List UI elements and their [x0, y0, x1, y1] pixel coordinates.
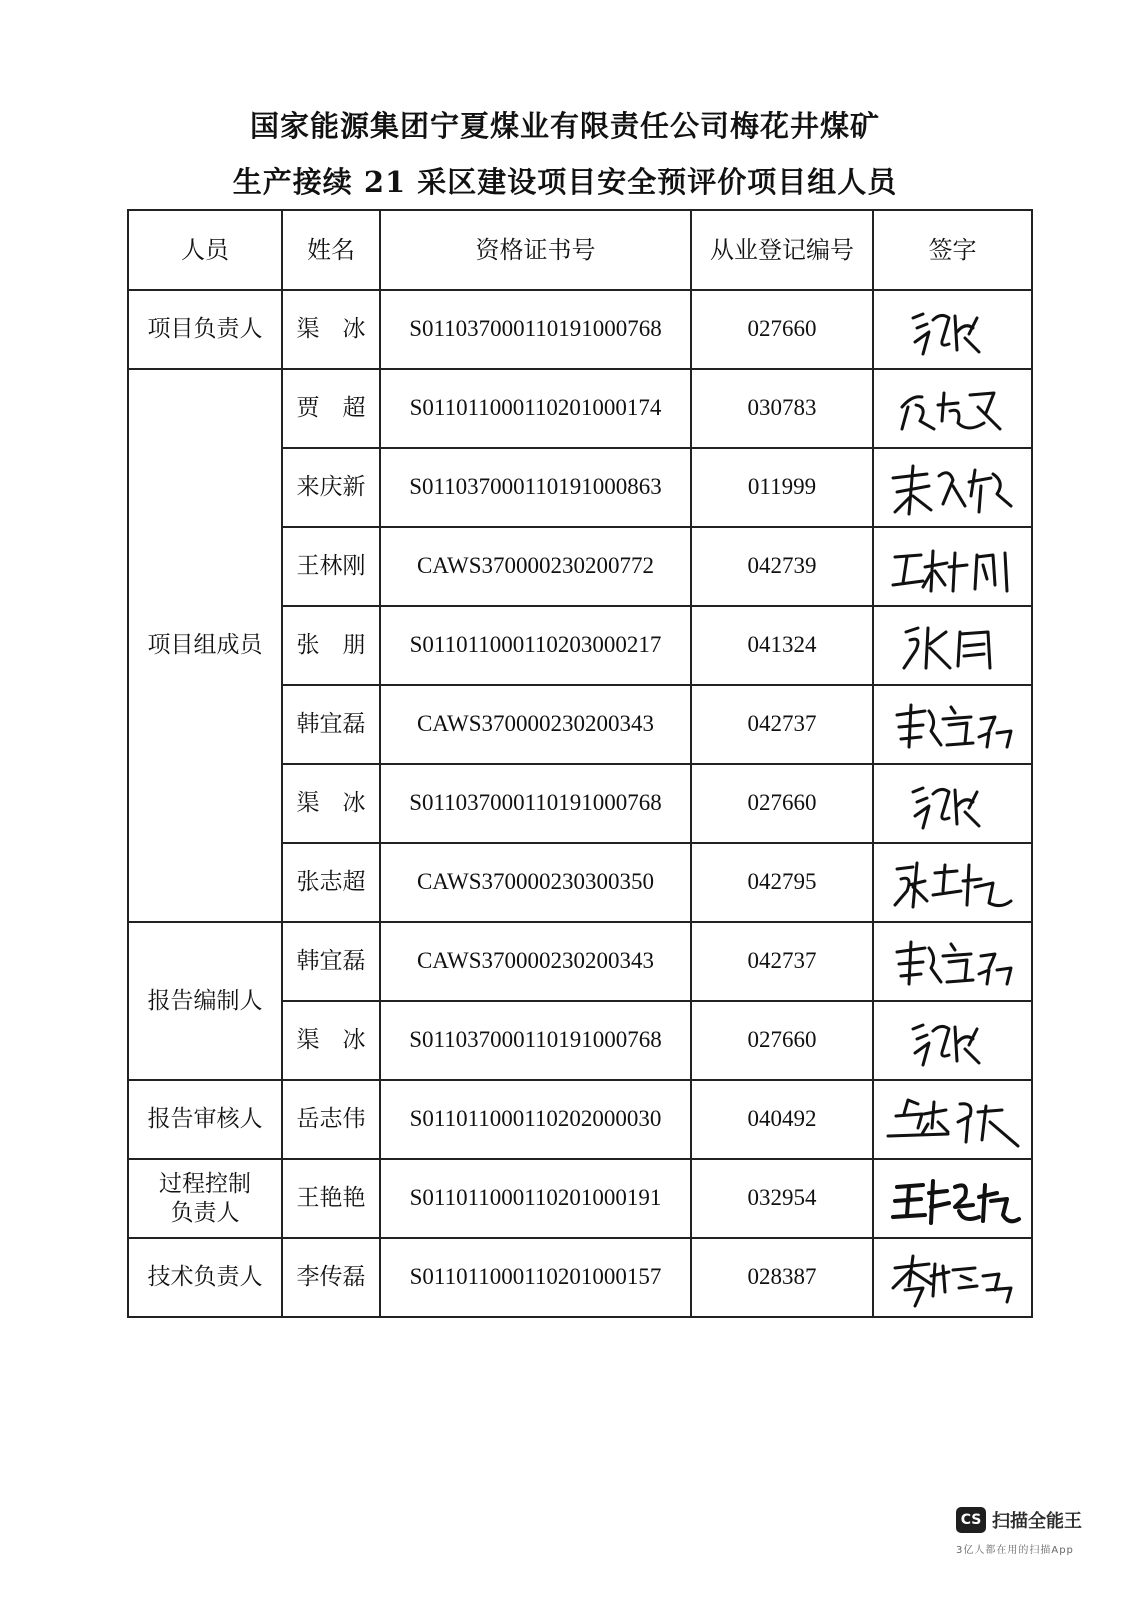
person-name: 渠 冰 — [282, 764, 380, 843]
handwritten-signature — [893, 1009, 1013, 1073]
table-row — [128, 922, 1032, 1001]
header-signature: 签字 — [873, 210, 1032, 290]
signature — [873, 1238, 1032, 1317]
person-name: 张 朋 — [282, 606, 380, 685]
person-name: 韩宜磊 — [282, 922, 380, 1001]
table-row — [128, 369, 1032, 448]
certificate-number: S011037000110191000768 — [380, 764, 691, 843]
person-name: 来庆新 — [282, 448, 380, 527]
person-name: 李传磊 — [282, 1238, 380, 1317]
table-header-row — [128, 210, 1032, 290]
certificate-number: S011011000110202000030 — [380, 1080, 691, 1159]
handwritten-signature — [883, 1167, 1023, 1231]
role-label-line2: 负责人 — [170, 1199, 240, 1226]
signature — [873, 843, 1032, 922]
watermark-tagline: 3亿人都在用的扫描App — [956, 1545, 1074, 1556]
registration-number: 042737 — [691, 922, 873, 1001]
role-project-leader: 项目负责人 — [128, 290, 282, 369]
table-row — [128, 1238, 1032, 1317]
role-process-control-lead — [128, 1159, 282, 1238]
handwritten-signature — [883, 1246, 1023, 1310]
handwritten-signature — [888, 614, 1018, 678]
handwritten-signature — [883, 535, 1023, 599]
registration-number: 028387 — [691, 1238, 873, 1317]
header-role: 人员 — [128, 210, 282, 290]
role-report-compilers: 报告编制人 — [128, 922, 282, 1080]
handwritten-signature — [883, 930, 1023, 994]
person-name: 岳志伟 — [282, 1080, 380, 1159]
person-name: 王林刚 — [282, 527, 380, 606]
registration-number: 027660 — [691, 764, 873, 843]
personnel-table — [127, 209, 1033, 1318]
signature — [873, 764, 1032, 843]
handwritten-signature — [878, 1088, 1028, 1152]
role-report-reviewer: 报告审核人 — [128, 1080, 282, 1159]
role-label-line1: 过程控制 — [159, 1170, 251, 1197]
document-title-line1: 国家能源集团宁夏煤业有限责任公司梅花井煤矿 — [249, 109, 880, 143]
camscanner-logo-icon: CS — [956, 1507, 986, 1533]
handwritten-signature — [893, 772, 1013, 836]
certificate-number: CAWS370000230200343 — [380, 685, 691, 764]
registration-number: 042795 — [691, 843, 873, 922]
signature — [873, 685, 1032, 764]
certificate-number: S011011000110203000217 — [380, 606, 691, 685]
registration-number: 042737 — [691, 685, 873, 764]
certificate-number: S011037000110191000768 — [380, 290, 691, 369]
certificate-number: CAWS370000230300350 — [380, 843, 691, 922]
handwritten-signature — [883, 851, 1023, 915]
signature — [873, 1001, 1032, 1080]
person-name: 韩宜磊 — [282, 685, 380, 764]
person-name: 王艳艳 — [282, 1159, 380, 1238]
signature — [873, 448, 1032, 527]
registration-number: 027660 — [691, 290, 873, 369]
signature — [873, 369, 1032, 448]
watermark-app-name: 扫描全能王 — [992, 1511, 1082, 1532]
table-row — [128, 1159, 1032, 1238]
person-name: 渠 冰 — [282, 1001, 380, 1080]
registration-number: 040492 — [691, 1080, 873, 1159]
handwritten-signature — [893, 298, 1013, 362]
header-certificate-number: 资格证书号 — [380, 210, 691, 290]
scanner-watermark — [956, 1505, 1096, 1565]
person-name: 张志超 — [282, 843, 380, 922]
signature — [873, 922, 1032, 1001]
certificate-number: S011011000110201000174 — [380, 369, 691, 448]
registration-number: 011999 — [691, 448, 873, 527]
signature — [873, 1080, 1032, 1159]
certificate-number: S011011000110201000191 — [380, 1159, 691, 1238]
signature — [873, 290, 1032, 369]
registration-number: 042739 — [691, 527, 873, 606]
certificate-number: S011011000110201000157 — [380, 1238, 691, 1317]
signature — [873, 606, 1032, 685]
header-name: 姓名 — [282, 210, 380, 290]
role-technical-lead: 技术负责人 — [128, 1238, 282, 1317]
certificate-number: S011037000110191000863 — [380, 448, 691, 527]
handwritten-signature — [883, 456, 1023, 520]
registration-number: 030783 — [691, 369, 873, 448]
registration-number: 032954 — [691, 1159, 873, 1238]
person-name: 渠 冰 — [282, 290, 380, 369]
signature — [873, 1159, 1032, 1238]
document-title-line2: 生产接续 21 采区建设项目安全预评价项目组人员 — [232, 165, 898, 199]
person-name: 贾 超 — [282, 369, 380, 448]
registration-number: 027660 — [691, 1001, 873, 1080]
certificate-number: S011037000110191000768 — [380, 1001, 691, 1080]
handwritten-signature — [883, 693, 1023, 757]
certificate-number: CAWS370000230200772 — [380, 527, 691, 606]
signature — [873, 527, 1032, 606]
header-registration-number: 从业登记编号 — [691, 210, 873, 290]
certificate-number: CAWS370000230200343 — [380, 922, 691, 1001]
role-project-members: 项目组成员 — [128, 369, 282, 922]
handwritten-signature — [888, 377, 1018, 441]
registration-number: 041324 — [691, 606, 873, 685]
table-row — [128, 1080, 1032, 1159]
table-row — [128, 290, 1032, 369]
